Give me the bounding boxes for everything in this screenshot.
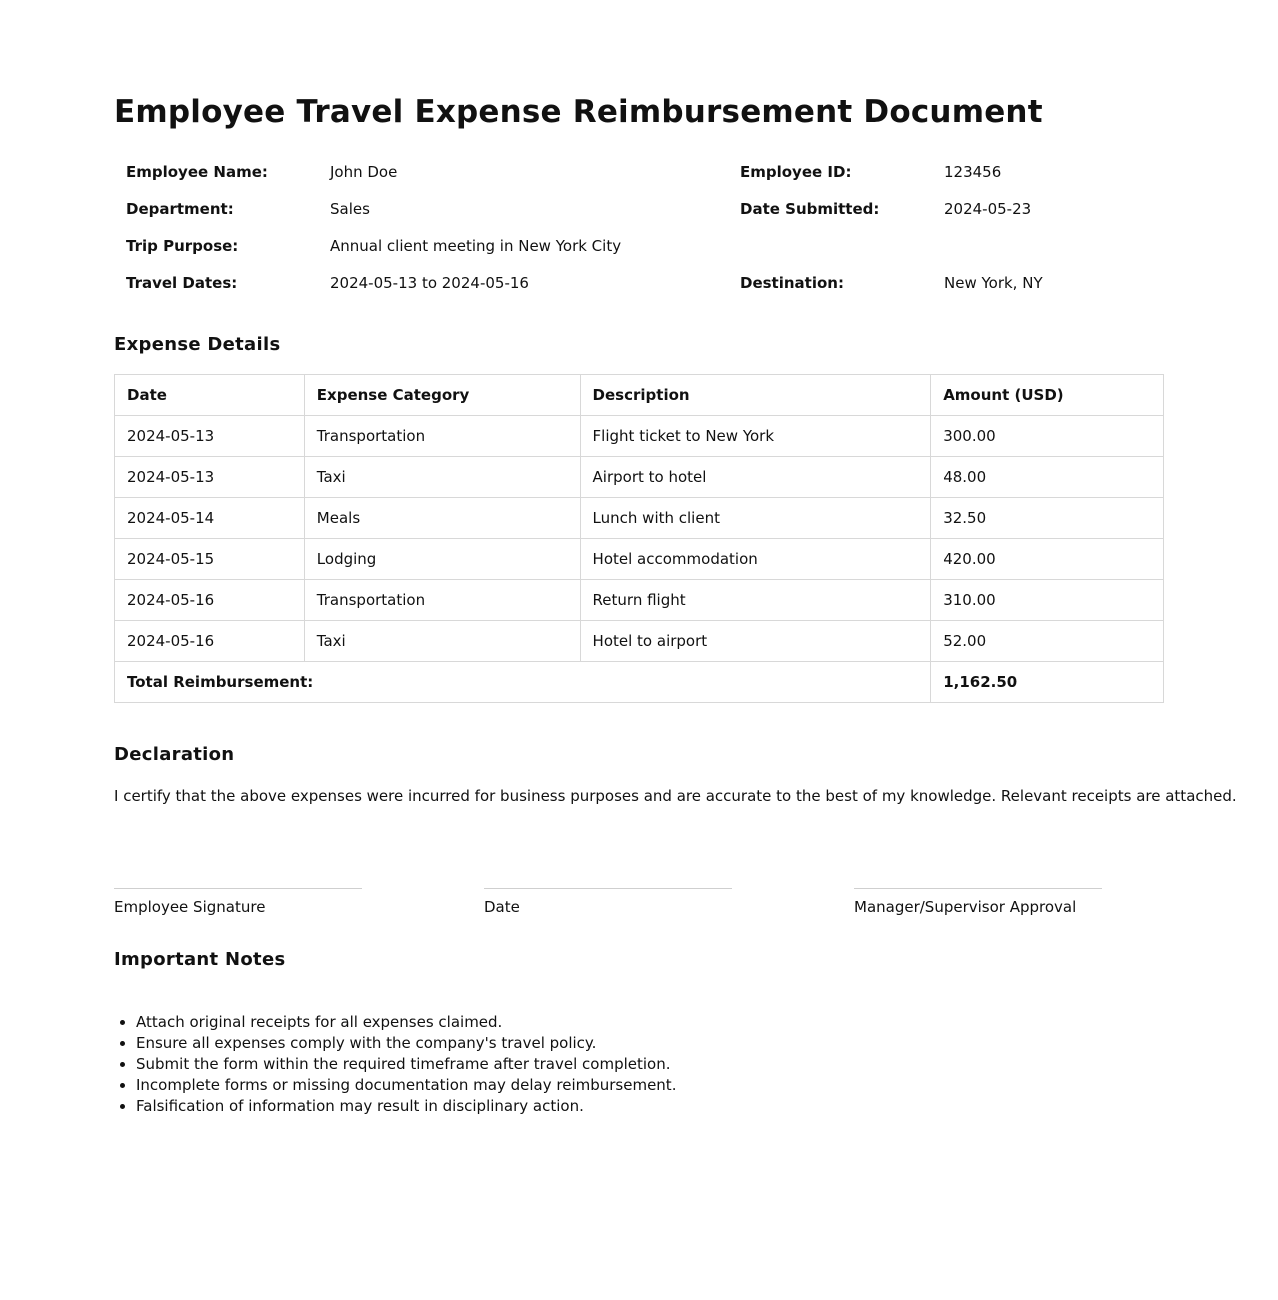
list-item: • Ensure all expenses comply with the company's travel policy.: [136, 1033, 676, 1054]
page-title: Employee Travel Expense Reimbursement Document: [114, 94, 1043, 130]
cell-description: Airport to hotel: [580, 457, 931, 498]
cell-amount: 48.00: [931, 457, 1164, 498]
destination-label: Destination:: [740, 274, 844, 292]
cell-category: Taxi: [304, 621, 580, 662]
column-header-category: Expense Category: [304, 375, 580, 416]
column-header-date: Date: [115, 375, 305, 416]
important-notes-list: [114, 1012, 676, 1117]
cell-date: 2024-05-16: [115, 580, 305, 621]
declaration-text: I certify that the above expenses were incurred for business purposes and are accurate to the best of my knowledge. Relevant receipts are attached.: [114, 787, 1237, 805]
list-item: • Attach original receipts for all expenses claimed.: [136, 1012, 676, 1033]
cell-date: 2024-05-15: [115, 539, 305, 580]
cell-amount: 420.00: [931, 539, 1164, 580]
cell-amount: 52.00: [931, 621, 1164, 662]
cell-description: Return flight: [580, 580, 931, 621]
table-row: [115, 416, 1164, 457]
cell-category: Transportation: [304, 580, 580, 621]
expense-details-heading: Expense Details: [114, 334, 281, 355]
expense-table-header: [115, 375, 1164, 416]
cell-amount: 310.00: [931, 580, 1164, 621]
cell-date: 2024-05-13: [115, 457, 305, 498]
table-row: [115, 580, 1164, 621]
list-item: • Falsification of information may result in disciplinary action.: [136, 1096, 676, 1117]
manager-approval-line: Manager/Supervisor Approval: [854, 888, 1102, 917]
employee-name-value: John Doe: [330, 163, 398, 181]
expense-table: [114, 374, 1164, 703]
declaration-heading: Declaration: [114, 744, 235, 765]
cell-date: 2024-05-14: [115, 498, 305, 539]
travel-dates-label: Travel Dates:: [126, 274, 238, 292]
cell-description: Flight ticket to New York: [580, 416, 931, 457]
cell-description: Hotel accommodation: [580, 539, 931, 580]
column-header-description: Description: [580, 375, 931, 416]
cell-description: Lunch with client: [580, 498, 931, 539]
list-item: • Submit the form within the required timeframe after travel completion.: [136, 1054, 676, 1075]
employee-id-label: Employee ID:: [740, 163, 852, 181]
list-item: • Incomplete forms or missing documentation may delay reimbursement.: [136, 1075, 676, 1096]
employee-signature-line: Employee Signature: [114, 888, 362, 917]
table-row: [115, 498, 1164, 539]
column-header-amount: Amount (USD): [931, 375, 1164, 416]
employee-id-value: 123456: [944, 163, 1002, 181]
cell-amount: 32.50: [931, 498, 1164, 539]
department-value: Sales: [330, 200, 370, 218]
cell-category: Taxi: [304, 457, 580, 498]
trip-purpose-value: Annual client meeting in New York City: [330, 237, 622, 255]
date-submitted-label: Date Submitted:: [740, 200, 880, 218]
signature-date-line: Date: [484, 888, 732, 917]
destination-value: New York, NY: [944, 274, 1043, 292]
cell-amount: 300.00: [931, 416, 1164, 457]
cell-category: Lodging: [304, 539, 580, 580]
total-reimbursement-label: Total Reimbursement:: [115, 662, 931, 703]
cell-category: Meals: [304, 498, 580, 539]
important-notes-heading: Important Notes: [114, 949, 286, 970]
employee-name-label: Employee Name:: [126, 163, 268, 181]
date-submitted-value: 2024-05-23: [944, 200, 1032, 218]
table-row: [115, 539, 1164, 580]
cell-date: 2024-05-16: [115, 621, 305, 662]
cell-description: Hotel to airport: [580, 621, 931, 662]
cell-category: Transportation: [304, 416, 580, 457]
travel-dates-value: 2024-05-13 to 2024-05-16: [330, 274, 529, 292]
department-label: Department:: [126, 200, 234, 218]
table-row: [115, 621, 1164, 662]
table-row: [115, 457, 1164, 498]
total-reimbursement-value: 1,162.50: [931, 662, 1164, 703]
cell-date: 2024-05-13: [115, 416, 305, 457]
trip-purpose-label: Trip Purpose:: [126, 237, 239, 255]
total-row: [115, 662, 1164, 703]
